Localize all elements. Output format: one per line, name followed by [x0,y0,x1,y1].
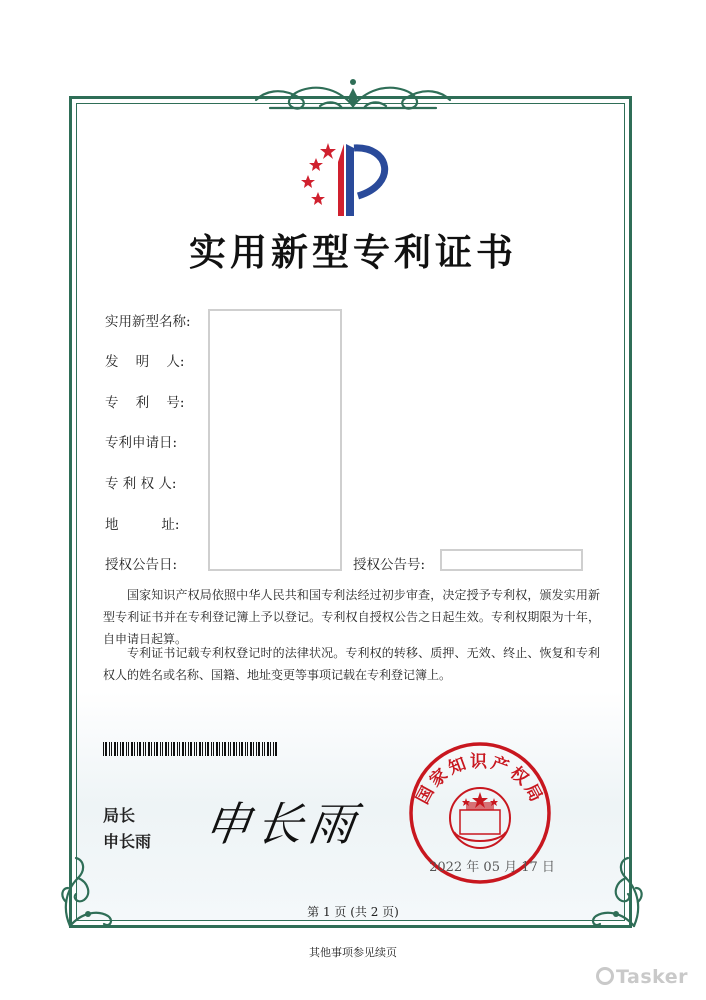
barcode [103,742,278,756]
signatory-name: 申长雨 [103,832,152,851]
top-ornament-icon [250,76,456,116]
legal-status-paragraph: 专利证书记载专利权登记时的法律状况。专利权的转移、质押、无效、终止、恢复和专利权人的姓名或名称、国籍、地址变更等事项记载在专利登记簿上。 [103,646,600,682]
certificate-title: 实用新型专利证书 [189,230,517,274]
grant-date-label: 授权公告日: [105,557,178,573]
address-label: 地 址: [105,517,180,533]
handwritten-signature: 申长雨 [200,797,365,851]
grant-number-label: 授权公告号: [353,557,426,573]
grant-statement-paragraph: 国家知识产权局依照中华人民共和国专利法经过初步审查，决定授予专利权，颁发实用新型专利证书并在专利登记簿上予以登记。专利权自授权公告之日起生效。专利权期限为十年，自申请日起算。 [103,588,600,646]
continuation-note: 其他事项参见续页 [309,946,397,959]
issue-date: 2022 年 05 月 17 日 [429,860,555,875]
watermark-text: Tasker [616,966,689,988]
corner-ornament-right-icon [586,852,646,932]
signatory-title: 局长 [103,806,136,825]
watermark-logo-icon [596,967,614,985]
patent-number-label: 专 利 号: [105,395,185,411]
svg-text:国家知识产权局: 国家知识产权局 [412,752,548,808]
corner-ornament-left-icon [58,852,118,932]
redacted-details-box [208,309,342,571]
utility-model-name-label: 实用新型名称: [105,314,191,330]
cnipa-logo-icon [298,140,400,220]
redacted-grant-number-box [440,549,583,571]
tasker-watermark [596,966,688,988]
page-number: 第 1 页 (共 2 页) [307,905,399,919]
patentee-label: 专 利 权 人: [105,476,177,492]
filing-date-label: 专利申请日: [105,435,178,451]
inventor-label: 发 明 人: [105,354,185,370]
